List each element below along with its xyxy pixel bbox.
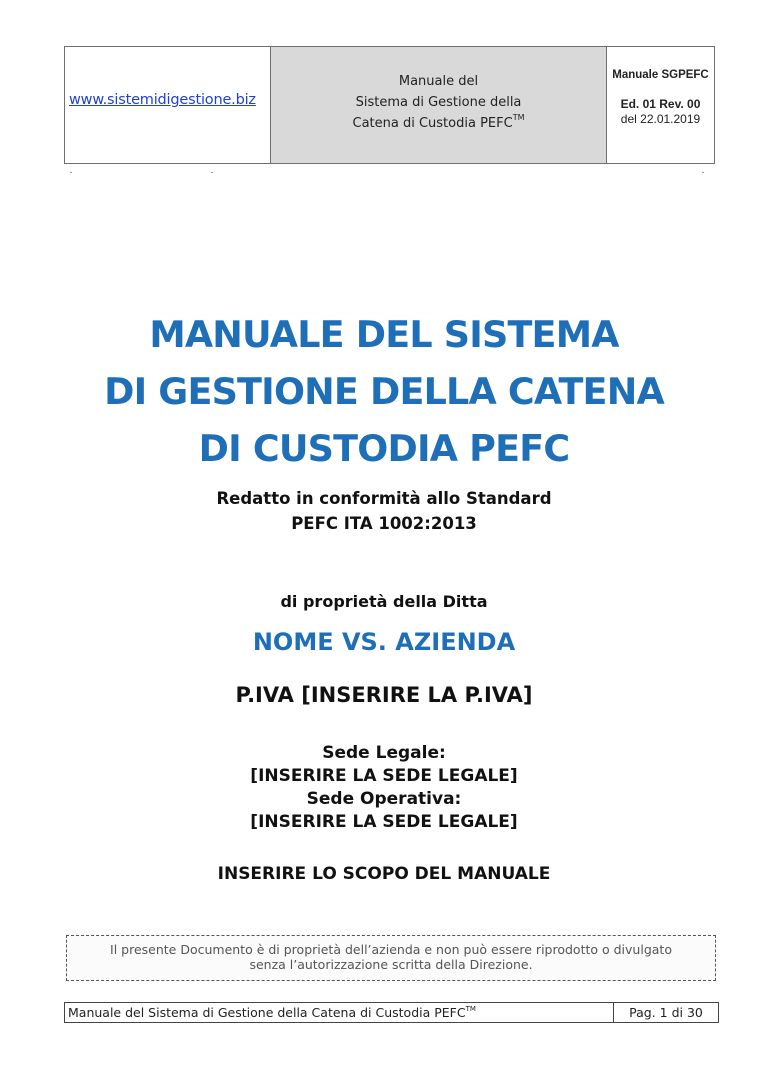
main-title-line-3: DI CUSTODIA PEFC xyxy=(198,427,570,470)
footer-trademark: TM xyxy=(465,1005,476,1013)
confidentiality-notice xyxy=(66,935,716,981)
main-title xyxy=(0,306,768,477)
company-name: NOME VS. AZIENDA xyxy=(252,628,516,656)
notice-line-1: Il presente Documento è di proprietà dell’azienda e non può essere riprodotto o divulgato xyxy=(110,942,672,957)
registered-office-value: [INSERIRE LA SEDE LEGALE] xyxy=(250,766,518,786)
header-title-line-3 xyxy=(271,113,606,134)
footer-doc-title xyxy=(65,1003,614,1022)
edition-label: Ed. 01 Rev. 00 xyxy=(620,97,701,111)
document-footer xyxy=(64,1002,719,1023)
margin-mark xyxy=(702,172,704,173)
manual-scope: INSERIRE LO SCOPO DEL MANUALE xyxy=(217,864,551,884)
header-website-cell xyxy=(65,47,271,163)
subtitle-line-1: Redatto in conformità allo Standard xyxy=(216,489,552,508)
registered-office-label: Sede Legale: xyxy=(322,743,446,763)
doc-code: Manuale SGPEFC xyxy=(612,69,709,81)
header-title-line-1: Manuale del xyxy=(398,74,479,89)
footer-doc-title-text: Manuale del Sistema di Gestione della Catena di Custodia PEFC xyxy=(68,1005,466,1020)
owner-label: di proprietà della Ditta xyxy=(280,592,488,611)
header-title-line-3-text: Catena di Custodia PEFC xyxy=(352,116,513,131)
edition-date: del 22.01.2019 xyxy=(620,112,701,126)
operational-office-value: [INSERIRE LA SEDE LEGALE] xyxy=(250,812,518,832)
header-trademark: TM xyxy=(512,113,525,122)
header-title-line-2: Sistema di Gestione della xyxy=(355,95,522,110)
standard-subtitle xyxy=(0,486,768,536)
main-title-line-2: DI GESTIONE DELLA CATENA xyxy=(104,370,664,413)
header-revision-cell xyxy=(607,47,714,163)
vat-number: P.IVA [INSERIRE LA P.IVA] xyxy=(235,683,533,707)
operational-office-label: Sede Operativa: xyxy=(306,789,462,809)
document-header xyxy=(64,46,715,164)
header-title-cell xyxy=(271,47,607,163)
main-title-line-1: MANUALE DEL SISTEMA xyxy=(149,313,619,356)
margin-mark xyxy=(211,172,213,173)
notice-line-2: senza l’autorizzazione scritta della Direzione. xyxy=(249,957,533,972)
page-number: Pag. 1 di 30 xyxy=(629,1005,703,1020)
offices-block xyxy=(0,742,768,834)
website-link[interactable]: www.sistemidigestione.biz xyxy=(69,92,256,108)
subtitle-line-2: PEFC ITA 1002:2013 xyxy=(291,514,477,533)
margin-mark xyxy=(70,172,72,173)
